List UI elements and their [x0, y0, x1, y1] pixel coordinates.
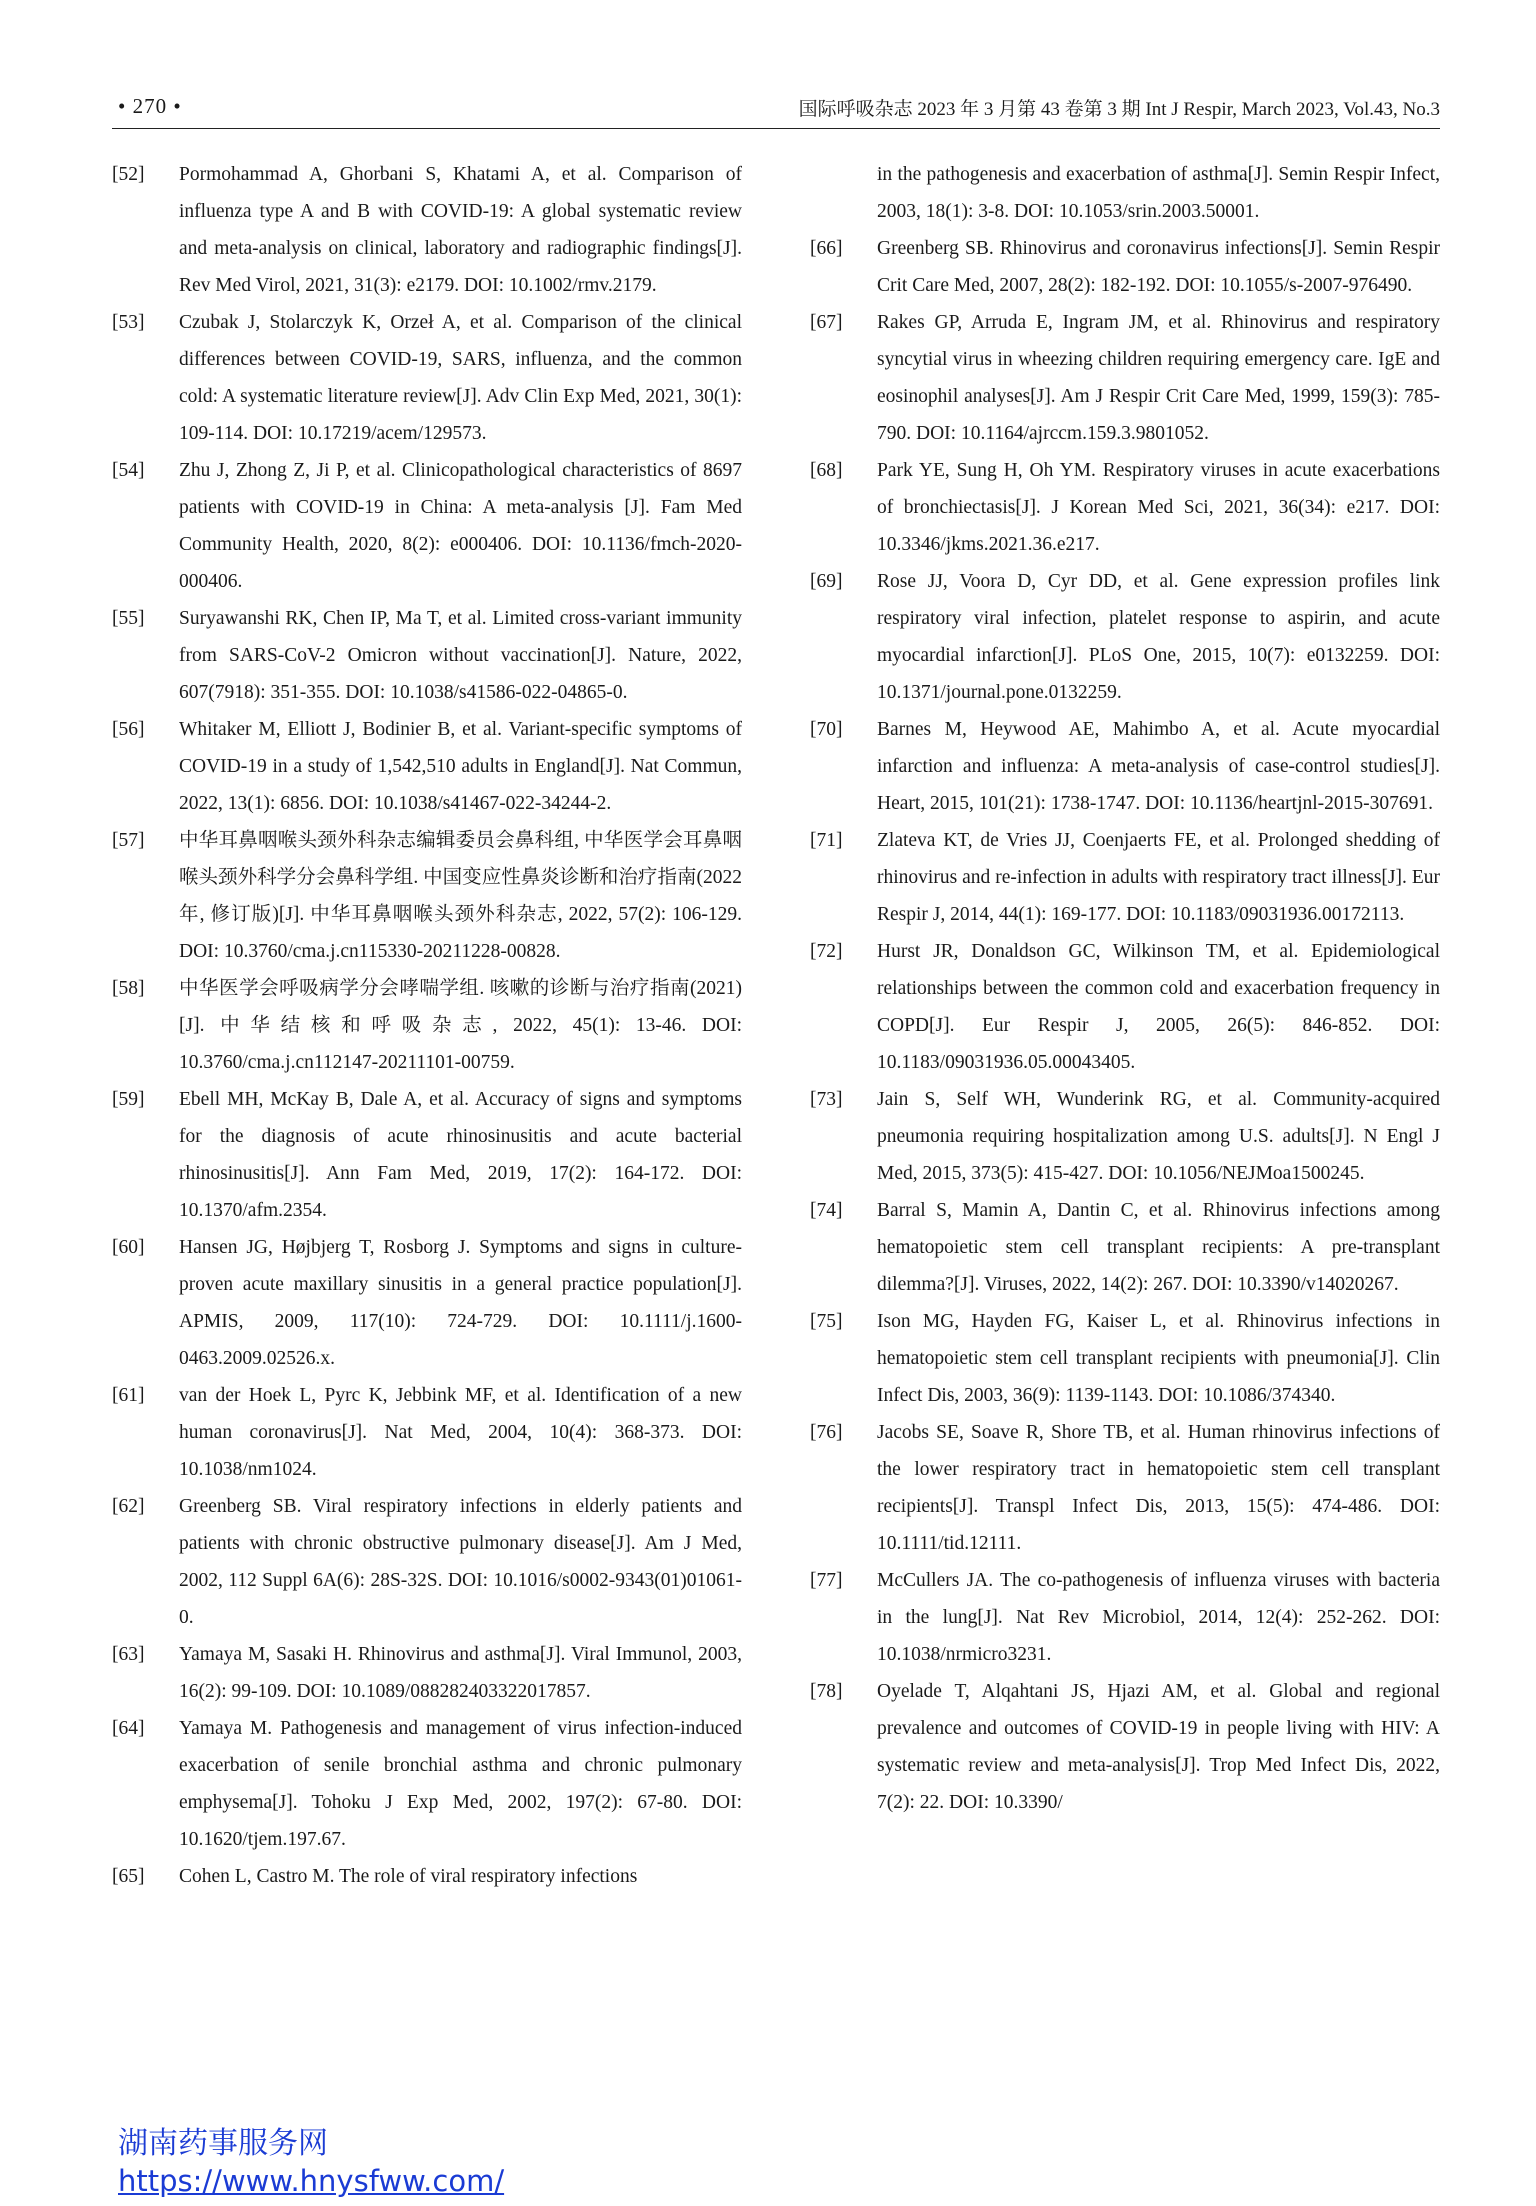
reference-text: Hansen JG, Højbjerg T, Rosborg J. Symptoms and signs in culture-proven acute maxillary sinusitis in a general practice population[J]. APMIS, 2009, 117(10): 724-729. DOI: 10.1111/j.1600-0463.2009.02526.x. — [179, 1237, 742, 1369]
reference-entry — [112, 304, 742, 452]
watermark-site-name: 湖南药事服务网 — [118, 2126, 328, 2161]
reference-entry — [112, 600, 742, 711]
reference-number: [62] — [112, 1496, 145, 1517]
reference-text: Rose JJ, Voora D, Cyr DD, et al. Gene expression profiles link respiratory viral infection, platelet response to aspirin, and acute myocardial infarction[J]. PLoS One, 2015, 10(7): e0132259. DOI: 10.1371/journal.pone.0132259. — [877, 571, 1440, 703]
reference-text: Jain S, Self WH, Wunderink RG, et al. Community-acquired pneumonia requiring hospitalization among U.S. adults[J]. N Engl J Med, 2015, 373(5): 415-427. DOI: 10.1056/NEJMoa1500245. — [877, 1089, 1440, 1184]
reference-entry — [112, 1710, 742, 1858]
reference-entry — [112, 452, 742, 600]
reference-text: Whitaker M, Elliott J, Bodinier B, et al. Variant-specific symptoms of COVID-19 in a study of 1,542,510 adults in England[J]. Nat Commun, 2022, 13(1): 6856. DOI: 10.1038/s41467-022-34244-2. — [179, 719, 742, 814]
reference-entry — [810, 1081, 1440, 1192]
reference-entry — [810, 452, 1440, 563]
reference-number: [75] — [810, 1311, 843, 1332]
reference-entry — [112, 970, 742, 1081]
reference-entry — [810, 822, 1440, 933]
reference-number: [67] — [810, 312, 843, 333]
reference-number: [78] — [810, 1681, 843, 1702]
reference-number: [71] — [810, 830, 843, 851]
reference-text: Pormohammad A, Ghorbani S, Khatami A, et al. Comparison of influenza type A and B with COVID-19: A global systematic review and meta-analysis on clinical, laboratory and radiographic findings[J]. Rev Med Virol, 2021, 31(3): e2179. DOI: 10.1002/rmv.2179. — [179, 164, 742, 296]
reference-text: Zhu J, Zhong Z, Ji P, et al. Clinicopathological characteristics of 8697 patients with COVID-19 in China: A meta-analysis [J]. Fam Med Community Health, 2020, 8(2): e000406. DOI: 10.1136/fmch-2020-000406. — [179, 460, 742, 592]
reference-entry — [112, 1636, 742, 1710]
reference-number: [74] — [810, 1200, 843, 1221]
reference-text: in the pathogenesis and exacerbation of asthma[J]. Semin Respir Infect, 2003, 18(1): 3-8. DOI: 10.1053/srin.2003.50001. — [877, 164, 1440, 222]
reference-entry — [112, 156, 742, 304]
reference-entry — [810, 1673, 1440, 1821]
reference-entry — [112, 1377, 742, 1488]
reference-number: [57] — [112, 830, 145, 851]
reference-text: Barral S, Mamin A, Dantin C, et al. Rhinovirus infections among hematopoietic stem cell transplant recipients: A pre-transplant dilemma?[J]. Viruses, 2022, 14(2): 267. DOI: 10.3390/v14020267. — [877, 1200, 1440, 1295]
reference-number: [64] — [112, 1718, 145, 1739]
reference-entry — [112, 822, 742, 970]
reference-entry — [112, 711, 742, 822]
reference-number: [58] — [112, 978, 145, 999]
reference-text: Ison MG, Hayden FG, Kaiser L, et al. Rhinovirus infections in hematopoietic stem cell transplant recipients with pneumonia[J]. Clin Infect Dis, 2003, 36(9): 1139-1143. DOI: 10.1086/374340. — [877, 1311, 1440, 1406]
reference-entry — [810, 304, 1440, 452]
reference-text: Czubak J, Stolarczyk K, Orzeł A, et al. Comparison of the clinical differences between COVID-19, SARS, influenza, and the common cold: A systematic literature review[J]. Adv Clin Exp Med, 2021, 30(1): 109-114. DOI: 10.17219/acem/129573. — [179, 312, 742, 444]
reference-number: [56] — [112, 719, 145, 740]
reference-entry — [810, 1414, 1440, 1562]
reference-text: 中华医学会呼吸病学分会哮喘学组. 咳嗽的诊断与治疗指南(2021)[J]. 中华结核和呼吸杂志, 2022, 45(1): 13-46. DOI: 10.3760/cma.j.cn112147-20211101-00759. — [179, 978, 742, 1073]
reference-number: [65] — [112, 1866, 145, 1887]
watermark-url-link[interactable]: https://www.hnysfww.com/ — [118, 2164, 505, 2198]
reference-number: [72] — [810, 941, 843, 962]
reference-number: [68] — [810, 460, 843, 481]
journal-citation-line: 国际呼吸杂志 2023 年 3 月第 43 卷第 3 期 Int J Respir, March 2023, Vol.43, No.3 — [798, 99, 1440, 120]
reference-text: Ebell MH, McKay B, Dale A, et al. Accuracy of signs and symptoms for the diagnosis of acute rhinosinusitis and acute bacterial rhinosinusitis[J]. Ann Fam Med, 2019, 17(2): 164-172. DOI: 10.1370/afm.2354. — [179, 1089, 742, 1221]
reference-text: Greenberg SB. Viral respiratory infections in elderly patients and patients with chronic obstructive pulmonary disease[J]. Am J Med, 2002, 112 Suppl 6A(6): 28S-32S. DOI: 10.1016/s0002-9343(01)01061-0. — [179, 1496, 742, 1628]
reference-number: [70] — [810, 719, 843, 740]
reference-entry — [810, 933, 1440, 1081]
reference-number: [73] — [810, 1089, 843, 1110]
reference-number: [69] — [810, 571, 843, 592]
reference-entry — [112, 1081, 742, 1229]
reference-text: Hurst JR, Donaldson GC, Wilkinson TM, et al. Epidemiological relationships between the common cold and exacerbation frequency in COPD[J]. Eur Respir J, 2005, 26(5): 846-852. DOI: 10.1183/09031936.05.00043405. — [877, 941, 1440, 1073]
reference-text: Suryawanshi RK, Chen IP, Ma T, et al. Limited cross-variant immunity from SARS-CoV-2 Omicron without vaccination[J]. Nature, 2022, 607(7918): 351-355. DOI: 10.1038/s41586-022-04865-0. — [179, 608, 742, 703]
reference-text: Park YE, Sung H, Oh YM. Respiratory viruses in acute exacerbations of bronchiectasis[J]. J Korean Med Sci, 2021, 36(34): e217. DOI: 10.3346/jkms.2021.36.e217. — [877, 460, 1440, 555]
reference-entry — [810, 230, 1440, 304]
reference-entry — [112, 1229, 742, 1377]
reference-text: van der Hoek L, Pyrc K, Jebbink MF, et al. Identification of a new human coronavirus[J]. Nat Med, 2004, 10(4): 368-373. DOI: 10.1038/nm1024. — [179, 1385, 742, 1480]
reference-entry — [810, 1192, 1440, 1303]
reference-entry — [810, 711, 1440, 822]
running-header — [112, 92, 1440, 129]
reference-number: [59] — [112, 1089, 145, 1110]
reference-text: Greenberg SB. Rhinovirus and coronavirus infections[J]. Semin Respir Crit Care Med, 2007, 28(2): 182-192. DOI: 10.1055/s-2007-976490. — [877, 238, 1440, 296]
reference-text: Rakes GP, Arruda E, Ingram JM, et al. Rhinovirus and respiratory syncytial virus in wheezing children requiring emergency care. IgE and eosinophil analyses[J]. Am J Respir Crit Care Med, 1999, 159(3): 785-790. DOI: 10.1164/ajrccm.159.3.9801052. — [877, 312, 1440, 444]
reference-number: [54] — [112, 460, 145, 481]
reference-number: [52] — [112, 164, 145, 185]
reference-text: Jacobs SE, Soave R, Shore TB, et al. Human rhinovirus infections of the lower respiratory tract in hematopoietic stem cell transplant recipients[J]. Transpl Infect Dis, 2013, 15(5): 474-486. DOI: 10.1111/tid.12111. — [877, 1422, 1440, 1554]
reference-text: McCullers JA. The co-pathogenesis of influenza viruses with bacteria in the lung[J]. Nat Rev Microbiol, 2014, 12(4): 252-262. DOI: 10.1038/nrmicro3231. — [877, 1570, 1440, 1665]
page-number: • 270 • — [118, 94, 182, 118]
reference-entry — [810, 563, 1440, 711]
reference-number: [55] — [112, 608, 145, 629]
reference-number: [66] — [810, 238, 843, 259]
reference-number: [60] — [112, 1237, 145, 1258]
left-reference-column — [112, 156, 742, 1895]
reference-text: Cohen L, Castro M. The role of viral respiratory infections — [179, 1866, 638, 1887]
right-reference-column — [810, 156, 1440, 1821]
reference-entry — [810, 1562, 1440, 1673]
site-watermark — [118, 2125, 504, 2199]
reference-text: Oyelade T, Alqahtani JS, Hjazi AM, et al. Global and regional prevalence and outcomes of COVID-19 in people living with HIV: A systematic review and meta-analysis[J]. Trop Med Infect Dis, 2022, 7(2): 22. DOI: 10.3390/ — [877, 1681, 1440, 1813]
reference-number: [76] — [810, 1422, 843, 1443]
reference-text: Zlateva KT, de Vries JJ, Coenjaerts FE, et al. Prolonged shedding of rhinovirus and re-infection in adults with respiratory tract illness[J]. Eur Respir J, 2014, 44(1): 169-177. DOI: 10.1183/09031936.00172113. — [877, 830, 1440, 925]
reference-entry — [112, 1488, 742, 1636]
reference-entry — [112, 1858, 742, 1895]
reference-number: [61] — [112, 1385, 145, 1406]
reference-number: [63] — [112, 1644, 145, 1665]
reference-text: Yamaya M. Pathogenesis and management of virus infection-induced exacerbation of senile bronchial asthma and chronic pulmonary emphysema[J]. Tohoku J Exp Med, 2002, 197(2): 67-80. DOI: 10.1620/tjem.197.67. — [179, 1718, 742, 1850]
reference-number: [53] — [112, 312, 145, 333]
reference-text: Yamaya M, Sasaki H. Rhinovirus and asthma[J]. Viral Immunol, 2003, 16(2): 99-109. DOI: 10.1089/088282403322017857. — [179, 1644, 742, 1702]
reference-entry — [810, 1303, 1440, 1414]
reference-text: 中华耳鼻咽喉头颈外科杂志编辑委员会鼻科组, 中华医学会耳鼻咽喉头颈外科学分会鼻科学组. 中国变应性鼻炎诊断和治疗指南(2022 年, 修订版)[J]. 中华耳鼻咽喉头颈外科杂志, 2022, 57(2): 106-129. DOI: 10.3760/cma.j.cn115330-20211228-00828. — [179, 830, 742, 962]
reference-continuation — [810, 156, 1440, 230]
reference-text: Barnes M, Heywood AE, Mahimbo A, et al. Acute myocardial infarction and influenza: A meta-analysis of case-control studies[J]. Heart, 2015, 101(21): 1738-1747. DOI: 10.1136/heartjnl-2015-307691. — [877, 719, 1440, 814]
reference-number: [77] — [810, 1570, 843, 1591]
